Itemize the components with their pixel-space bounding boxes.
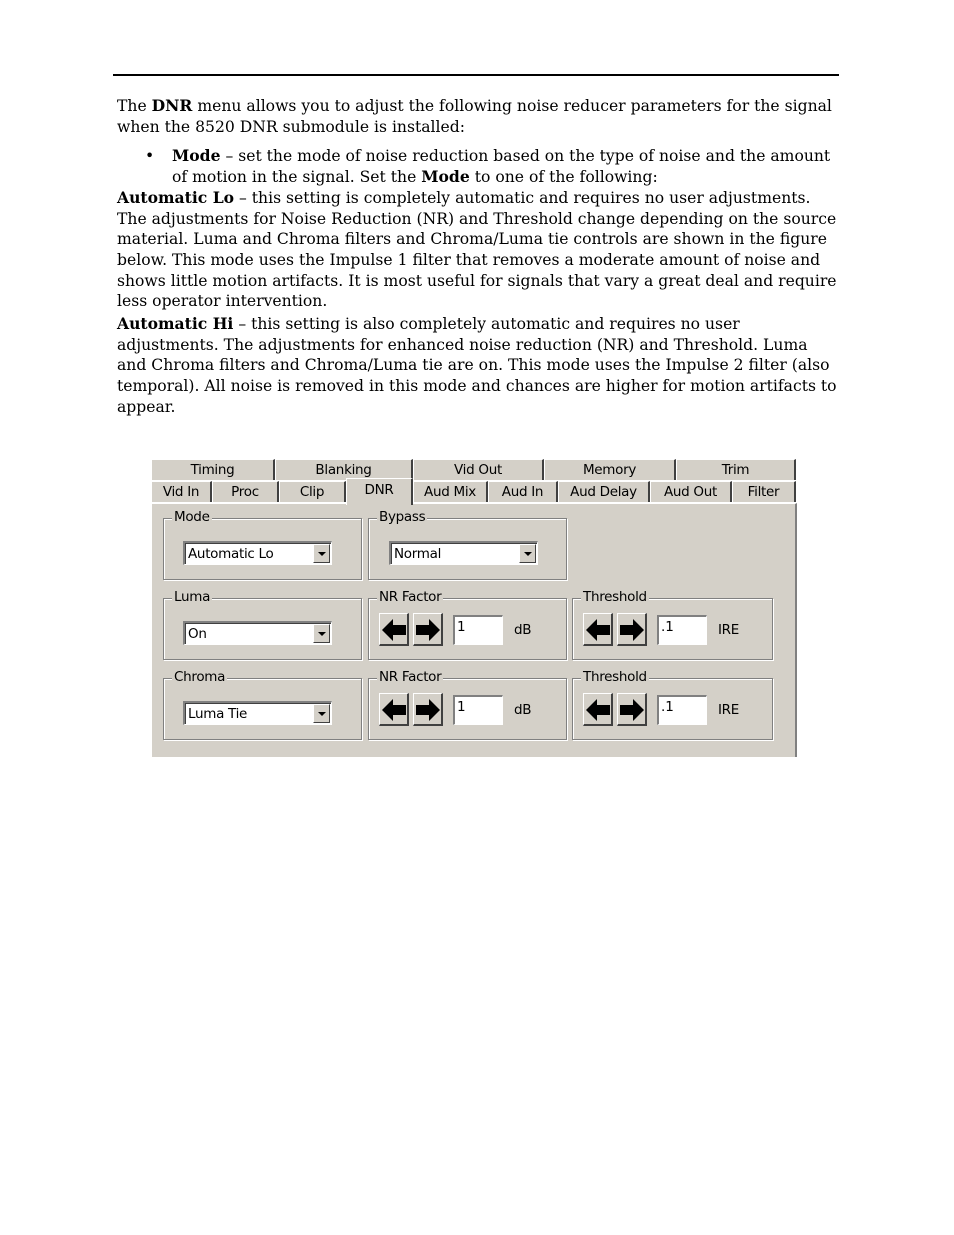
tab-aud-in[interactable]: Aud In — [488, 481, 558, 502]
chroma-threshold-label: Threshold — [583, 669, 647, 685]
automatic-hi-bold: Automatic Hi — [117, 314, 234, 334]
chroma-group — [163, 669, 362, 740]
tab-strip — [151, 459, 797, 503]
intro-paragraph — [117, 96, 841, 137]
luma-select[interactable] — [183, 621, 332, 645]
tab-filter[interactable]: Filter — [732, 481, 796, 502]
chroma-threshold-input[interactable] — [657, 695, 707, 725]
bullet-icon: • — [145, 147, 155, 166]
tab-timing[interactable]: Timing — [151, 459, 275, 480]
tab-vid-in[interactable]: Vid In — [151, 481, 212, 502]
chroma-threshold-value: .1 — [661, 699, 674, 715]
luma-nr-increase-button[interactable] — [413, 613, 443, 646]
dnr-dialog — [151, 459, 797, 757]
mode-bullet — [117, 146, 841, 187]
tab-aud-out[interactable]: Aud Out — [650, 481, 732, 502]
automatic-hi-paragraph — [117, 314, 841, 418]
mode-select[interactable] — [183, 541, 332, 565]
arrow-left-icon — [381, 697, 407, 723]
luma-group — [163, 589, 362, 660]
mode-bold: Mode — [172, 146, 221, 166]
arrow-left-icon — [585, 697, 611, 723]
luma-threshold-value: .1 — [661, 619, 674, 635]
chroma-nr-unit: dB — [514, 702, 532, 718]
document-body — [117, 96, 841, 418]
mode-label: Mode — [174, 509, 210, 525]
luma-label: Luma — [174, 589, 211, 605]
chroma-threshold-decrease-button[interactable] — [583, 693, 613, 726]
tab-dnr[interactable]: DNR — [346, 478, 413, 505]
header-rule — [113, 74, 839, 76]
luma-threshold-increase-button[interactable] — [617, 613, 647, 646]
tab-vid-out[interactable]: Vid Out — [413, 459, 544, 480]
automatic-hi-text: – this setting is also completely automatic and requires no user adjustments. The adjustments for enhanced noise reduction (NR) and Threshold. Luma and Chroma filters and Chroma/Luma tie are on. This mode uses the Impulse 2 filter (also temporal). All noise is removed in this mode and chances are higher for motion artifacts to appear. — [117, 315, 837, 416]
chevron-down-icon[interactable] — [313, 544, 330, 563]
chroma-label: Chroma — [174, 669, 226, 685]
chroma-select[interactable] — [183, 701, 332, 725]
chroma-threshold-increase-button[interactable] — [617, 693, 647, 726]
luma-nr-group — [368, 589, 567, 660]
arrow-left-icon — [381, 617, 407, 643]
bypass-label: Bypass — [379, 509, 426, 525]
luma-threshold-group — [572, 589, 773, 660]
chevron-down-icon[interactable] — [313, 704, 330, 723]
automatic-lo-text: – this setting is completely automatic and requires no user adjustments. The adjustments for Noise Reduction (NR) and Threshold change depending on the source material. Luma and Chroma filters and Chroma/Luma tie controls are shown in the figure below. This mode uses the Impulse 1 filter that removes a moderate amount of noise and shows little motion artifacts. It is most useful for signals that vary a great deal and require less operator intervention. — [117, 188, 837, 311]
tab-blanking[interactable]: Blanking — [275, 459, 413, 480]
chroma-nr-input[interactable] — [453, 695, 503, 725]
luma-nr-label: NR Factor — [379, 589, 442, 605]
dnr-panel — [151, 503, 797, 757]
tab-trim[interactable]: Trim — [676, 459, 796, 480]
arrow-right-icon — [619, 697, 645, 723]
chroma-threshold-group — [572, 669, 773, 740]
intro-rest: menu allows you to adjust the following noise reducer parameters for the signal when the 8520 DNR submodule is installed: — [117, 97, 832, 136]
arrow-right-icon — [415, 697, 441, 723]
automatic-lo-paragraph — [117, 188, 841, 312]
luma-threshold-decrease-button[interactable] — [583, 613, 613, 646]
luma-nr-decrease-button[interactable] — [379, 613, 409, 646]
arrow-right-icon — [415, 617, 441, 643]
mode-text-a: – set the mode of noise reduction based on the type of noise and the amount of motion in the signal. Set the — [172, 147, 831, 187]
mode-bold-2: Mode — [421, 167, 470, 187]
chroma-threshold-unit: IRE — [718, 702, 739, 718]
mode-group — [163, 509, 362, 580]
chroma-nr-label: NR Factor — [379, 669, 442, 685]
intro-prefix: The — [117, 97, 152, 115]
automatic-lo-bold: Automatic Lo — [117, 187, 235, 207]
mode-text-b: to one of the following: — [469, 168, 658, 187]
chroma-value: Luma Tie — [188, 706, 248, 722]
luma-nr-value: 1 — [457, 619, 466, 635]
arrow-right-icon — [619, 617, 645, 643]
tab-memory[interactable]: Memory — [544, 459, 676, 480]
luma-nr-unit: dB — [514, 622, 532, 638]
luma-threshold-input[interactable] — [657, 615, 707, 645]
luma-threshold-unit: IRE — [718, 622, 739, 638]
luma-value: On — [188, 626, 207, 642]
chevron-down-icon[interactable] — [519, 544, 536, 563]
tab-clip[interactable]: Clip — [279, 481, 346, 502]
luma-threshold-label: Threshold — [583, 589, 647, 605]
bypass-select[interactable] — [389, 541, 538, 565]
tab-proc[interactable]: Proc — [212, 481, 279, 502]
bypass-group — [368, 509, 567, 580]
chevron-down-icon[interactable] — [313, 624, 330, 643]
tab-aud-delay[interactable]: Aud Delay — [558, 481, 650, 502]
tab-aud-mix[interactable]: Aud Mix — [413, 481, 488, 502]
luma-nr-input[interactable] — [453, 615, 503, 645]
chroma-nr-group — [368, 669, 567, 740]
arrow-left-icon — [585, 617, 611, 643]
chroma-nr-increase-button[interactable] — [413, 693, 443, 726]
chroma-nr-value: 1 — [457, 699, 466, 715]
bypass-value: Normal — [394, 546, 442, 562]
mode-value: Automatic Lo — [188, 546, 274, 562]
chroma-nr-decrease-button[interactable] — [379, 693, 409, 726]
intro-bold: DNR — [151, 96, 193, 115]
